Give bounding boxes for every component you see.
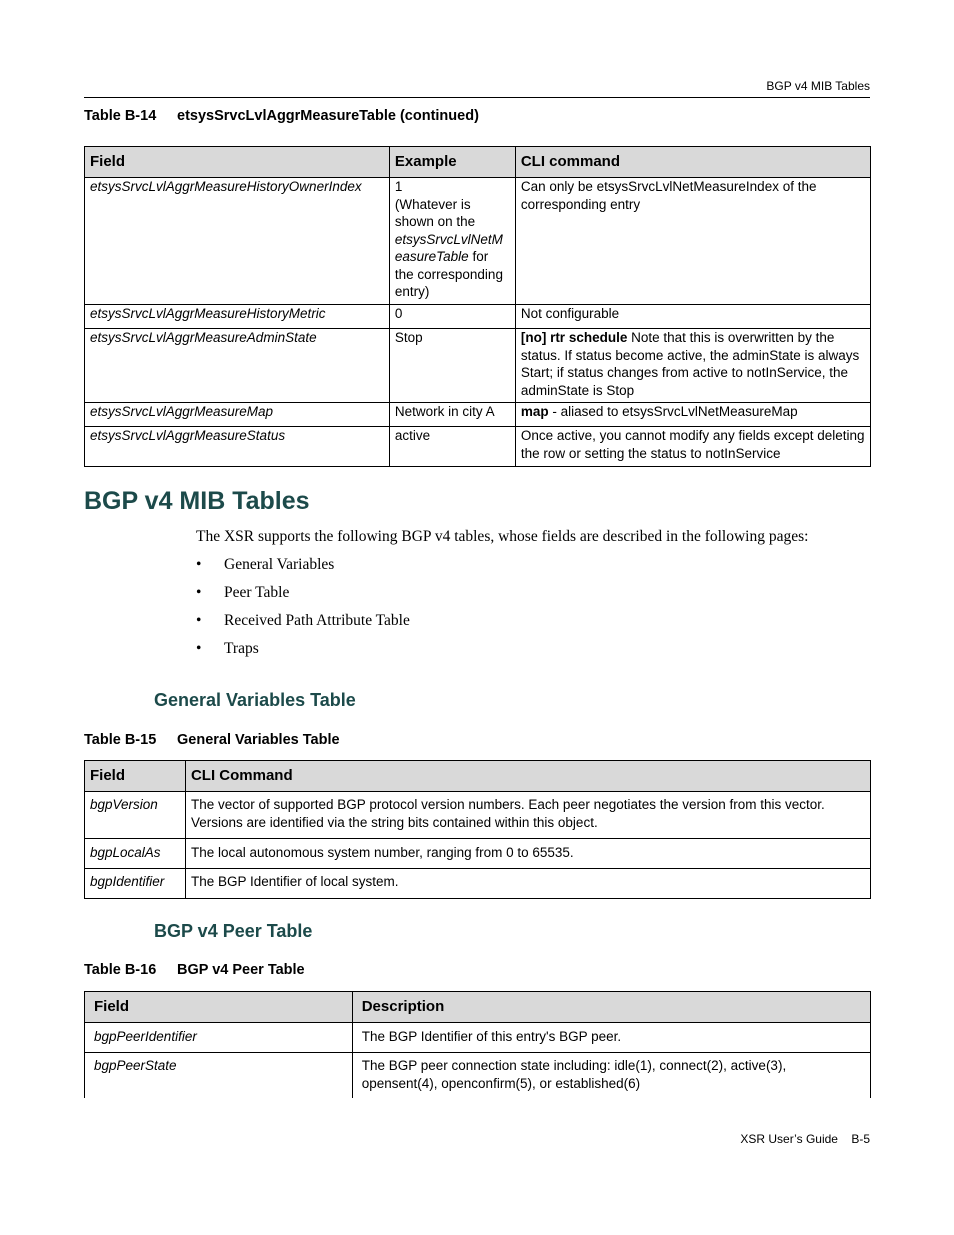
table-row — [85, 329, 871, 403]
table-row — [85, 403, 871, 427]
table-b16 — [84, 991, 871, 1098]
cli-command-text: Note that this is overwritten by the status. If status become active, the adminState is always Start; if status changes from active to notInService, the adminState is Stop — [520, 330, 860, 398]
description-cell: The BGP Identifier of this entry's BGP peer. — [352, 1023, 870, 1053]
description-cell: The vector of supported BGP protocol version numbers. Each peer negotiates the version from this vector. Versions are identified via the string bits contained within this object. — [185, 792, 870, 839]
example-line: for — [468, 249, 489, 264]
column-header: Description — [352, 992, 870, 1023]
example-line: the corresponding — [394, 266, 503, 282]
table-title: BGP v4 Peer Table — [177, 962, 305, 978]
intro-paragraph: The XSR supports the following BGP v4 tables, whose fields are described in the following pages: — [196, 528, 809, 545]
bullet: • — [196, 584, 202, 601]
field-cell: etsysSrvcLvlAggrMeasureHistoryMetric — [85, 305, 390, 329]
bullet: • — [196, 640, 202, 657]
table-row — [85, 869, 871, 899]
example-line: easureTable — [394, 249, 469, 264]
list-item-label: General Variables — [224, 556, 335, 573]
table-number: Table B-14 — [84, 108, 157, 124]
cli-cell: Can only be etsysSrvcLvlNetMeasureIndex of the corresponding entry — [515, 178, 870, 305]
list-item-label: Traps — [224, 640, 259, 657]
table-row — [85, 178, 871, 305]
header-rule — [84, 97, 870, 98]
page-footer — [740, 1132, 870, 1146]
bullet: • — [196, 556, 202, 573]
field-cell: etsysSrvcLvlAggrMeasureStatus — [85, 427, 390, 467]
list-item-label: Peer Table — [224, 584, 290, 601]
field-cell: etsysSrvcLvlAggrMeasureHistoryOwnerIndex — [85, 178, 390, 305]
column-header: Field — [85, 761, 186, 792]
table-header-row — [85, 992, 871, 1023]
example-line: (Whatever is — [394, 196, 471, 212]
table-row — [85, 839, 871, 869]
field-cell: bgpVersion — [85, 792, 186, 839]
example-line: entry) — [394, 284, 430, 299]
table-b16-caption — [84, 962, 305, 978]
column-header: CLI command — [515, 147, 870, 178]
column-header: Example — [389, 147, 515, 178]
cli-cell — [515, 403, 870, 427]
example-cell — [389, 178, 515, 305]
table-row — [85, 305, 871, 329]
table-number: Table B-15 — [84, 732, 157, 748]
field-cell: bgpPeerState — [85, 1053, 353, 1098]
table-number: Table B-16 — [84, 962, 157, 978]
table-row — [85, 792, 871, 839]
running-header: BGP v4 MIB Tables — [766, 79, 870, 93]
footer-page-number: B-5 — [851, 1132, 870, 1146]
field-cell: etsysSrvcLvlAggrMeasureMap — [85, 403, 390, 427]
example-line: shown on the — [394, 214, 476, 229]
column-header: CLI Command — [185, 761, 870, 792]
list-item — [196, 640, 410, 668]
subsection-title: BGP v4 Peer Table — [154, 921, 313, 941]
table-b14 — [84, 146, 871, 467]
example-line: etsysSrvcLvlNetM — [394, 231, 503, 247]
footer-guide-title: XSR User’s Guide — [740, 1132, 838, 1146]
list-item-label: Received Path Attribute Table — [224, 612, 410, 629]
table-title: General Variables Table — [177, 732, 340, 748]
table-row — [85, 427, 871, 467]
description-cell: The BGP peer connection state including: idle(1), connect(2), active(3), opensent(4), openconfirm(5), or established(6) — [352, 1053, 870, 1098]
table-row — [85, 1053, 871, 1098]
cli-command-bold: [no] rtr schedule — [520, 330, 628, 345]
cli-cell — [515, 329, 870, 403]
description-cell: The BGP Identifier of local system. — [185, 869, 870, 899]
example-cell: 0 — [389, 305, 515, 329]
field-cell: etsysSrvcLvlAggrMeasureAdminState — [85, 329, 390, 403]
section-title: BGP v4 MIB Tables — [84, 487, 310, 515]
subsection-title: General Variables Table — [154, 690, 356, 710]
table-row — [85, 1023, 871, 1053]
table-b15-caption — [84, 732, 340, 748]
table-title: etsysSrvcLvlAggrMeasureTable (continued) — [177, 108, 479, 124]
example-line: 1 — [394, 179, 403, 194]
table-list — [196, 556, 410, 668]
bullet: • — [196, 612, 202, 629]
table-header-row — [85, 761, 871, 792]
cli-command-text: - aliased to etsysSrvcLvlNetMeasureMap — [548, 404, 798, 419]
list-item — [196, 612, 410, 640]
column-header: Field — [85, 992, 353, 1023]
list-item — [196, 584, 410, 612]
example-cell: active — [389, 427, 515, 467]
example-cell: Network in city A — [389, 403, 515, 427]
example-cell: Stop — [389, 329, 515, 403]
column-header: Field — [85, 147, 390, 178]
cli-cell: Not configurable — [515, 305, 870, 329]
description-cell: The local autonomous system number, ranging from 0 to 65535. — [185, 839, 870, 869]
table-b14-caption — [84, 108, 479, 124]
field-cell: bgpPeerIdentifier — [85, 1023, 353, 1053]
field-cell: bgpIdentifier — [85, 869, 186, 899]
cli-cell: Once active, you cannot modify any fields except deleting the row or setting the status to notInService — [515, 427, 870, 467]
cli-command-bold: map — [520, 404, 549, 419]
table-header-row — [85, 147, 871, 178]
field-cell: bgpLocalAs — [85, 839, 186, 869]
table-b15 — [84, 760, 871, 899]
list-item — [196, 556, 410, 584]
